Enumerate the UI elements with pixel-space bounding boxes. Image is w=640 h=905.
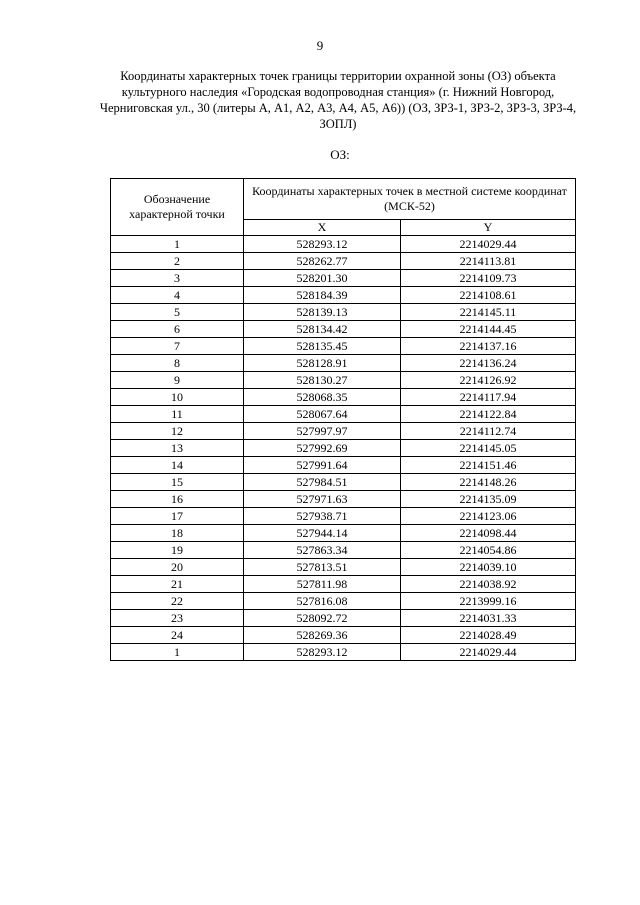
cell-point: 3 (111, 270, 244, 287)
table-row (111, 406, 576, 423)
cell-y: 2214054.86 (400, 542, 575, 559)
cell-x: 528293.12 (244, 236, 401, 253)
cell-x: 527816.08 (244, 593, 401, 610)
cell-point: 7 (111, 338, 244, 355)
cell-y: 2214098.44 (400, 525, 575, 542)
cell-y: 2214117.94 (400, 389, 575, 406)
cell-point: 17 (111, 508, 244, 525)
cell-y: 2214145.05 (400, 440, 575, 457)
table-row (111, 474, 576, 491)
cell-y: 2214123.06 (400, 508, 575, 525)
table-row (111, 389, 576, 406)
cell-x: 527992.69 (244, 440, 401, 457)
table-row (111, 593, 576, 610)
table-row (111, 270, 576, 287)
section-label: ОЗ: (330, 147, 350, 162)
cell-point: 14 (111, 457, 244, 474)
cell-point: 6 (111, 321, 244, 338)
table-row (111, 440, 576, 457)
cell-x: 528269.36 (244, 627, 401, 644)
cell-x: 528068.35 (244, 389, 401, 406)
cell-x: 528293.12 (244, 644, 401, 661)
cell-x: 528092.72 (244, 610, 401, 627)
cell-y: 2214039.10 (400, 559, 575, 576)
table-row (111, 525, 576, 542)
cell-y: 2214137.16 (400, 338, 575, 355)
header-point-designation: Обозначение характерной точки (111, 179, 244, 236)
table-row (111, 236, 576, 253)
cell-point: 12 (111, 423, 244, 440)
cell-point: 9 (111, 372, 244, 389)
cell-point: 16 (111, 491, 244, 508)
table-row (111, 423, 576, 440)
table-row (111, 321, 576, 338)
cell-point: 2 (111, 253, 244, 270)
table-row (111, 304, 576, 321)
cell-point: 18 (111, 525, 244, 542)
header-y: Y (400, 219, 575, 235)
cell-y: 2214148.26 (400, 474, 575, 491)
table-row (111, 457, 576, 474)
cell-point: 21 (111, 576, 244, 593)
cell-y: 2214029.44 (400, 644, 575, 661)
cell-x: 527997.97 (244, 423, 401, 440)
cell-point: 15 (111, 474, 244, 491)
cell-x: 528184.39 (244, 287, 401, 304)
page-number: 9 (316, 38, 324, 53)
cell-x: 528262.77 (244, 253, 401, 270)
cell-point: 20 (111, 559, 244, 576)
cell-y: 2214031.33 (400, 610, 575, 627)
cell-y: 2214126.92 (400, 372, 575, 389)
cell-y: 2214122.84 (400, 406, 575, 423)
cell-y: 2214038.92 (400, 576, 575, 593)
cell-x: 527813.51 (244, 559, 401, 576)
cell-x: 527991.64 (244, 457, 401, 474)
cell-x: 527944.14 (244, 525, 401, 542)
cell-point: 1 (111, 644, 244, 661)
cell-point: 19 (111, 542, 244, 559)
cell-y: 2214113.81 (400, 253, 575, 270)
cell-point: 4 (111, 287, 244, 304)
table-row (111, 491, 576, 508)
table-row (111, 576, 576, 593)
cell-x: 527811.98 (244, 576, 401, 593)
table-row (111, 372, 576, 389)
cell-x: 528135.45 (244, 338, 401, 355)
cell-x: 527863.34 (244, 542, 401, 559)
table-row (111, 627, 576, 644)
header-coordinates: Координаты характерных точек в местной системе координат (МСК-52) (244, 179, 576, 220)
table-row (111, 253, 576, 270)
cell-point: 23 (111, 610, 244, 627)
cell-y: 2213999.16 (400, 593, 575, 610)
cell-x: 527984.51 (244, 474, 401, 491)
cell-y: 2214029.44 (400, 236, 575, 253)
cell-x: 528139.13 (244, 304, 401, 321)
table-row (111, 542, 576, 559)
cell-y: 2214136.24 (400, 355, 575, 372)
cell-x: 528201.30 (244, 270, 401, 287)
table-row (111, 287, 576, 304)
cell-x: 528128.91 (244, 355, 401, 372)
cell-point: 13 (111, 440, 244, 457)
cell-point: 1 (111, 236, 244, 253)
cell-x: 527971.63 (244, 491, 401, 508)
table-row (111, 338, 576, 355)
cell-point: 22 (111, 593, 244, 610)
cell-y: 2214151.46 (400, 457, 575, 474)
cell-y: 2214108.61 (400, 287, 575, 304)
cell-x: 528134.42 (244, 321, 401, 338)
cell-point: 11 (111, 406, 244, 423)
cell-point: 5 (111, 304, 244, 321)
cell-x: 528067.64 (244, 406, 401, 423)
table-row (111, 559, 576, 576)
cell-point: 10 (111, 389, 244, 406)
cell-point: 8 (111, 355, 244, 372)
header-x: X (244, 219, 401, 235)
cell-x: 527938.71 (244, 508, 401, 525)
table-row (111, 508, 576, 525)
cell-y: 2214144.45 (400, 321, 575, 338)
cell-y: 2214112.74 (400, 423, 575, 440)
cell-y: 2214145.11 (400, 304, 575, 321)
cell-point: 24 (111, 627, 244, 644)
document-title: Координаты характерных точек границы территории охранной зоны (ОЗ) объекта культурного наследия «Городская водопроводная станция» (г. Нижний Новгород, Черниговская ул., 30 (литеры А, А1, А2, А3, А4, А5, А6)) (ОЗ, ЗРЗ-1, ЗРЗ-2, ЗРЗ-3, ЗРЗ-4, ЗОПЛ) (99, 69, 577, 131)
coordinates-table (110, 178, 576, 661)
cell-x: 528130.27 (244, 372, 401, 389)
table-row (111, 610, 576, 627)
cell-y: 2214109.73 (400, 270, 575, 287)
cell-y: 2214135.09 (400, 491, 575, 508)
table-body (111, 236, 576, 661)
table-row (111, 355, 576, 372)
table-row (111, 644, 576, 661)
cell-y: 2214028.49 (400, 627, 575, 644)
